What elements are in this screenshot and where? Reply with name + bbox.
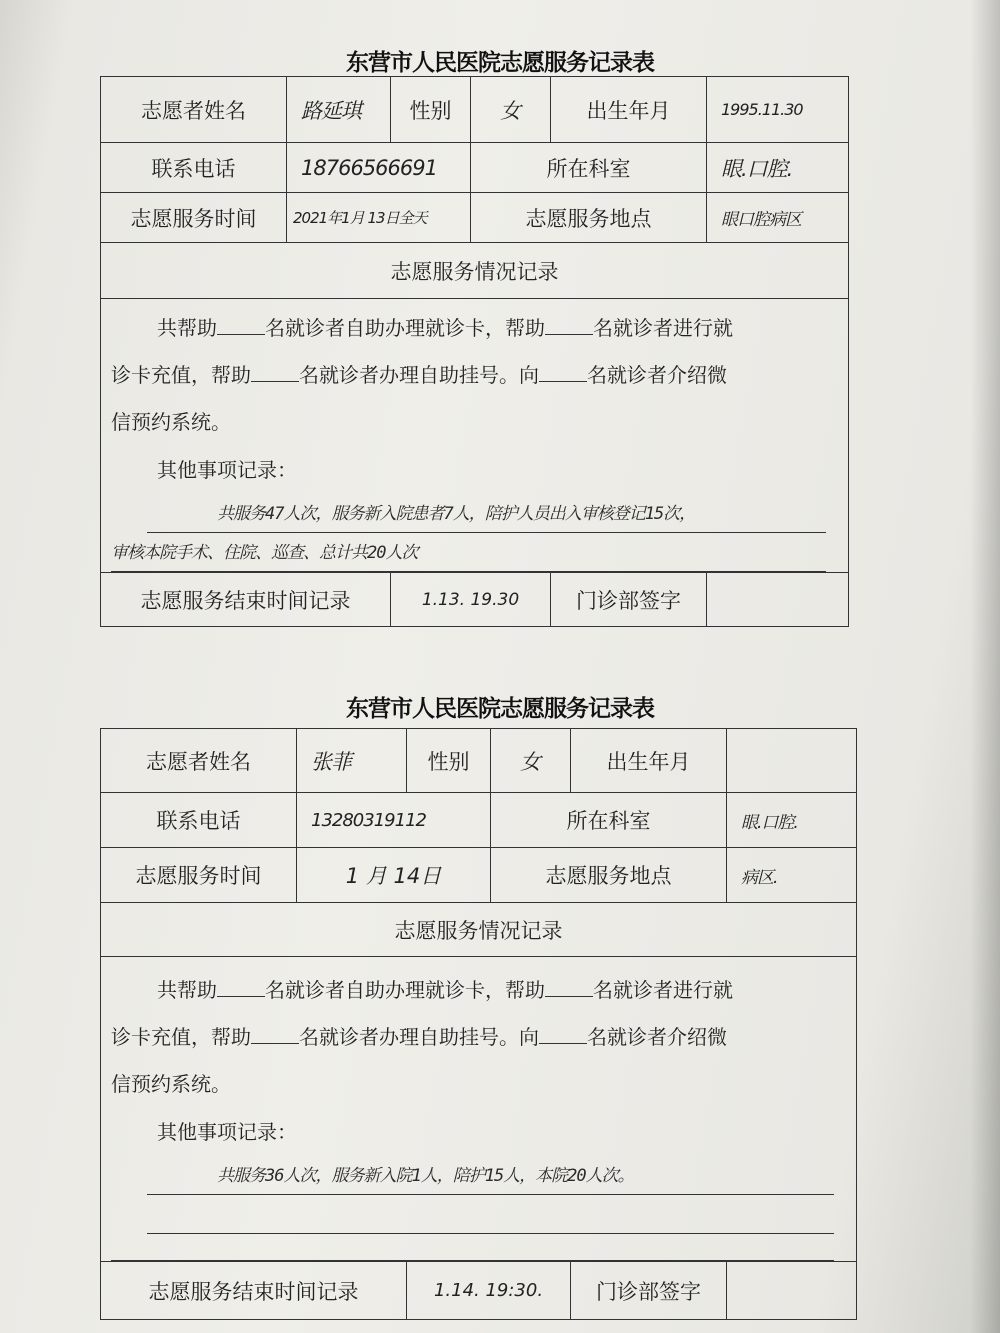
service-place-value[interactable]: 病区.	[727, 848, 857, 903]
blank-field[interactable]	[539, 1025, 587, 1044]
birth-value[interactable]	[727, 729, 857, 793]
service-record-body	[101, 957, 857, 1262]
gender-value[interactable]: 女	[491, 729, 571, 793]
phone-label: 联系电话	[101, 793, 297, 848]
section-header: 志愿服务情况记录	[101, 903, 857, 957]
phone-value[interactable]: 18766566691	[287, 143, 471, 193]
other-notes-title: 其他事项记录：	[157, 458, 297, 482]
blank-field[interactable]	[251, 1025, 299, 1044]
birth-label: 出生年月	[551, 77, 707, 143]
note-line-2[interactable]	[147, 1195, 834, 1234]
service-place-label: 志愿服务地点	[471, 193, 707, 243]
name-label: 志愿者姓名	[101, 729, 297, 793]
dept-value[interactable]: 眼.口腔.	[727, 793, 857, 848]
birth-label: 出生年月	[571, 729, 727, 793]
note-line-2[interactable]: 审核本院手术、住院、巡查、总计共20人次	[111, 533, 826, 572]
sign-label: 门诊部签字	[571, 1262, 727, 1320]
other-notes-title: 其他事项记录：	[157, 1120, 297, 1144]
service-time-value[interactable]: 2021年1月 13日全天	[287, 193, 471, 243]
end-time-label: 志愿服务结束时间记录	[101, 573, 391, 627]
sign-label: 门诊部签字	[551, 573, 707, 627]
service-place-value[interactable]: 眼口腔病区	[707, 193, 849, 243]
sign-value[interactable]	[727, 1262, 857, 1320]
gender-value[interactable]: 女	[471, 77, 551, 143]
end-time-label: 志愿服务结束时间记录	[101, 1262, 407, 1320]
gender-label: 性别	[407, 729, 491, 793]
form-title: 东营市人民医院志愿服务记录表	[346, 696, 654, 722]
service-time-value[interactable]: 1 月 14日	[297, 848, 491, 903]
note-line-1[interactable]: 共服务47人次，服务新入院患者7人，陪护人员出入审核登记15次，	[147, 494, 826, 533]
birth-value[interactable]: 1995.11.30	[707, 77, 849, 143]
service-time-label: 志愿服务时间	[101, 848, 297, 903]
name-value[interactable]: 路延琪	[287, 77, 391, 143]
blank-field[interactable]	[545, 978, 593, 997]
phone-label: 联系电话	[101, 143, 287, 193]
blank-field[interactable]	[217, 978, 265, 997]
dept-label: 所在科室	[491, 793, 727, 848]
service-paragraph: 共帮助 名就诊者自助办理就诊卡，帮助 名就诊者进行就 诊卡充值，帮助 名就诊者办理自助挂号。向 名就诊者介绍微 信预约系统。	[111, 978, 733, 1096]
gender-label: 性别	[391, 77, 471, 143]
end-time-value[interactable]: 1.14. 19:30.	[407, 1262, 571, 1320]
service-paragraph: 共帮助 名就诊者自助办理就诊卡，帮助 名就诊者进行就 诊卡充值，帮助 名就诊者办理自助挂号。向 名就诊者介绍微 信预约系统。	[111, 316, 733, 434]
note-line-1[interactable]: 共服务36人次，服务新入院1人，陪护15人，本院20人次。	[147, 1156, 834, 1195]
service-place-label: 志愿服务地点	[491, 848, 727, 903]
note-line-3[interactable]	[111, 1234, 834, 1261]
service-time-label: 志愿服务时间	[101, 193, 287, 243]
dept-label: 所在科室	[471, 143, 707, 193]
end-time-value[interactable]: 1.13. 19.30	[391, 573, 551, 627]
name-value[interactable]: 张菲	[297, 729, 407, 793]
phone-value[interactable]: 13280319112	[297, 793, 491, 848]
dept-value[interactable]: 眼.口腔.	[707, 143, 849, 193]
record-table	[100, 728, 857, 1320]
section-header: 志愿服务情况记录	[101, 243, 849, 299]
form-title: 东营市人民医院志愿服务记录表	[346, 50, 654, 76]
name-label: 志愿者姓名	[101, 77, 287, 143]
